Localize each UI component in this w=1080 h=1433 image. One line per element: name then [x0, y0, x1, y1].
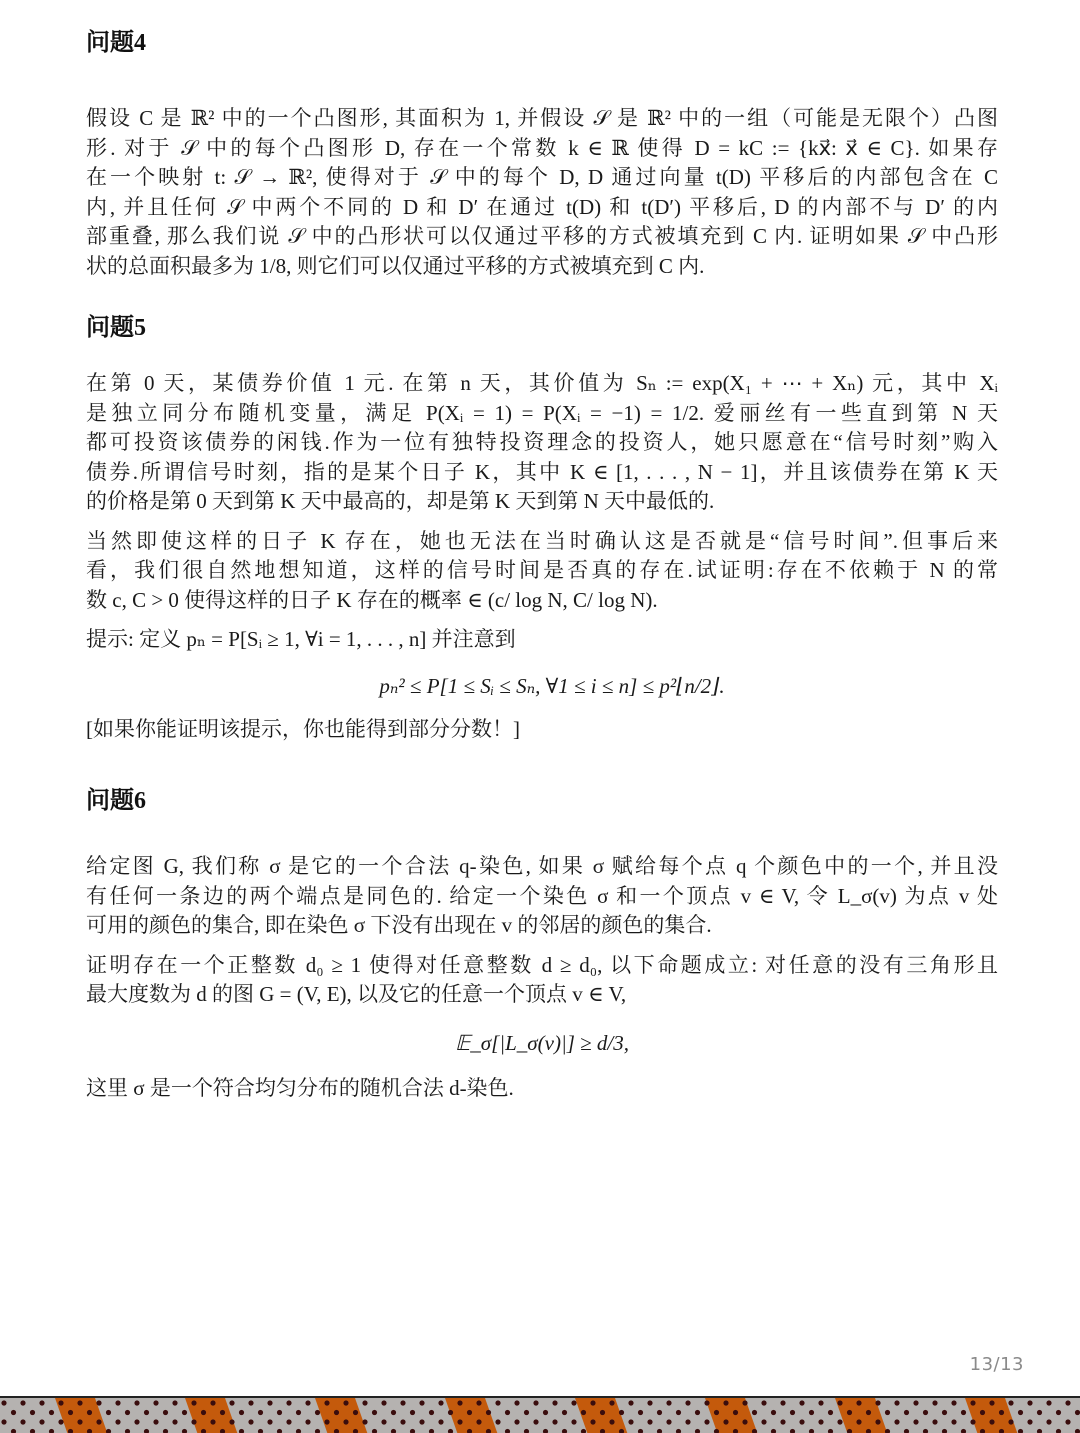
text-line: 最大度数为 d 的图 G = (V, E), 以及它的任意一个顶点 v ∈ V, [86, 982, 627, 1006]
text-line: 部重叠, 那么我们说 𝒮 中的凸形状可以仅通过平移的方式被填充到 C 内. 证明如果 𝒮 中凸形 [86, 224, 998, 248]
problem-4-title: 问题4 [86, 30, 146, 56]
text-line: 都可投资该债券的闲钱.作为一位有独特投资理念的投资人，她只愿意在“信号时刻”购入 [86, 430, 998, 454]
text-line: 状的总面积最多为 1/8, 则它们可以仅通过平移的方式被填充到 C 内. [86, 253, 705, 278]
problem-5-discussion [86, 527, 998, 616]
text-line: 可用的颜色的集合, 即在染色 σ 下没有出现在 v 的邻居的颜色的集合. [86, 913, 712, 937]
expectation-inequality: 𝔼_σ[|L_σ(v)|] ≥ d/3, [454, 1030, 630, 1055]
problem-5 [86, 311, 998, 744]
problem-5-statement [86, 369, 998, 517]
text-line: 内, 并且任何 𝒮 中两个不同的 D 和 D′ 在通过 t(D) 和 t(D′) 平移后, D 的内部不与 D′ 的内 [86, 194, 998, 219]
text-line: 给定图 G, 我们称 σ 是它的一个合法 q-染色, 如果 σ 赋给每个点 q 个颜色中的一个, 并且没 [86, 854, 998, 878]
problem-4-statement [86, 104, 998, 281]
decorative-striped-border [0, 1396, 1080, 1433]
problem-6 [86, 784, 998, 1103]
problem-6-title: 问题6 [86, 788, 146, 814]
problem-6-statement [86, 951, 998, 1010]
text-line: 假设 C 是 ℝ² 中的一个凸图形, 其面积为 1, 并假设 𝒮 是 ℝ² 中的一组（可能是无限个）凸图 [86, 106, 998, 130]
text-line: 有任何一条边的两个端点是同色的. 给定一个染色 σ 和一个顶点 v ∈ V, 令 L_σ(v) 为点 v 处 [86, 883, 998, 908]
problem-5-hint [86, 625, 998, 655]
problem-4 [86, 26, 998, 281]
hint-inequality: pₙ² ≤ P[1 ≤ Sᵢ ≤ Sₙ, ∀1 ≤ i ≤ n] ≤ p²⌊n/2⌋. [379, 673, 725, 698]
text-line: 这里 σ 是一个符合均匀分布的随机合法 d-染色. [86, 1075, 514, 1100]
text-line: 看，我们很自然地想知道，这样的信号时间是否真的存在.试证明:存在不依赖于 N 的常 [86, 558, 998, 582]
text-line: 债券.所谓信号时刻，指的是某个日子 K，其中 K ∈ [1, . . . , N − 1]，并且该债券在第 K 天 [86, 459, 998, 484]
text-line: 当然即使这样的日子 K 存在，她也无法在当时确认这是否就是“信号时间”.但事后来 [86, 528, 998, 553]
striped-dot-pattern [0, 1398, 1080, 1433]
text-line: 在一个映射 t: 𝒮 → ℝ², 使得对于 𝒮 中的每个 D, D 通过向量 t(D) 平移后的内部包含在 C [86, 165, 998, 189]
text-line: 数 c, C > 0 使得这样的日子 K 存在的概率 ∈ (c/ log N, C/ log N). [86, 587, 658, 612]
partial-credit-note [86, 715, 998, 745]
text-line: 提示: 定义 pₙ = P[Sᵢ ≥ 1, ∀i = 1, . . . , n] 并注意到 [86, 627, 516, 651]
text-line: 在第 0 天，某债券价值 1 元. 在第 n 天，其价值为 Sₙ := exp(X₁ + ⋯ + Xₙ) 元，其中 Xᵢ [86, 371, 998, 395]
problem-5-title: 问题5 [86, 315, 146, 341]
text-line: 是独立同分布随机变量，满足 P(Xᵢ = 1) = P(Xᵢ = −1) = 1/2. 爱丽丝有一些直到第 N 天 [86, 400, 998, 425]
text-line: 证明存在一个正整数 d₀ ≥ 1 使得对任意整数 d ≥ d₀, 以下命题成立: 对任意的没有三角形且 [86, 952, 998, 977]
text-line: 的价格是第 0 天到第 K 天中最高的，却是第 K 天到第 N 天中最低的. [86, 489, 715, 513]
document-content [86, 24, 998, 1103]
problem-6-closing [86, 1074, 998, 1104]
text-line: [如果你能证明该提示，你也能得到部分分数！] [86, 716, 520, 741]
text-line: 形. 对于 𝒮 中的每个凸图形 D, 存在一个常数 k ∈ ℝ 使得 D = kC := {kx⃗: x⃗ ∈ C}. 如果存 [86, 135, 998, 160]
problem-6-definition [86, 852, 998, 941]
page-number: 13/13 [969, 1354, 1024, 1375]
